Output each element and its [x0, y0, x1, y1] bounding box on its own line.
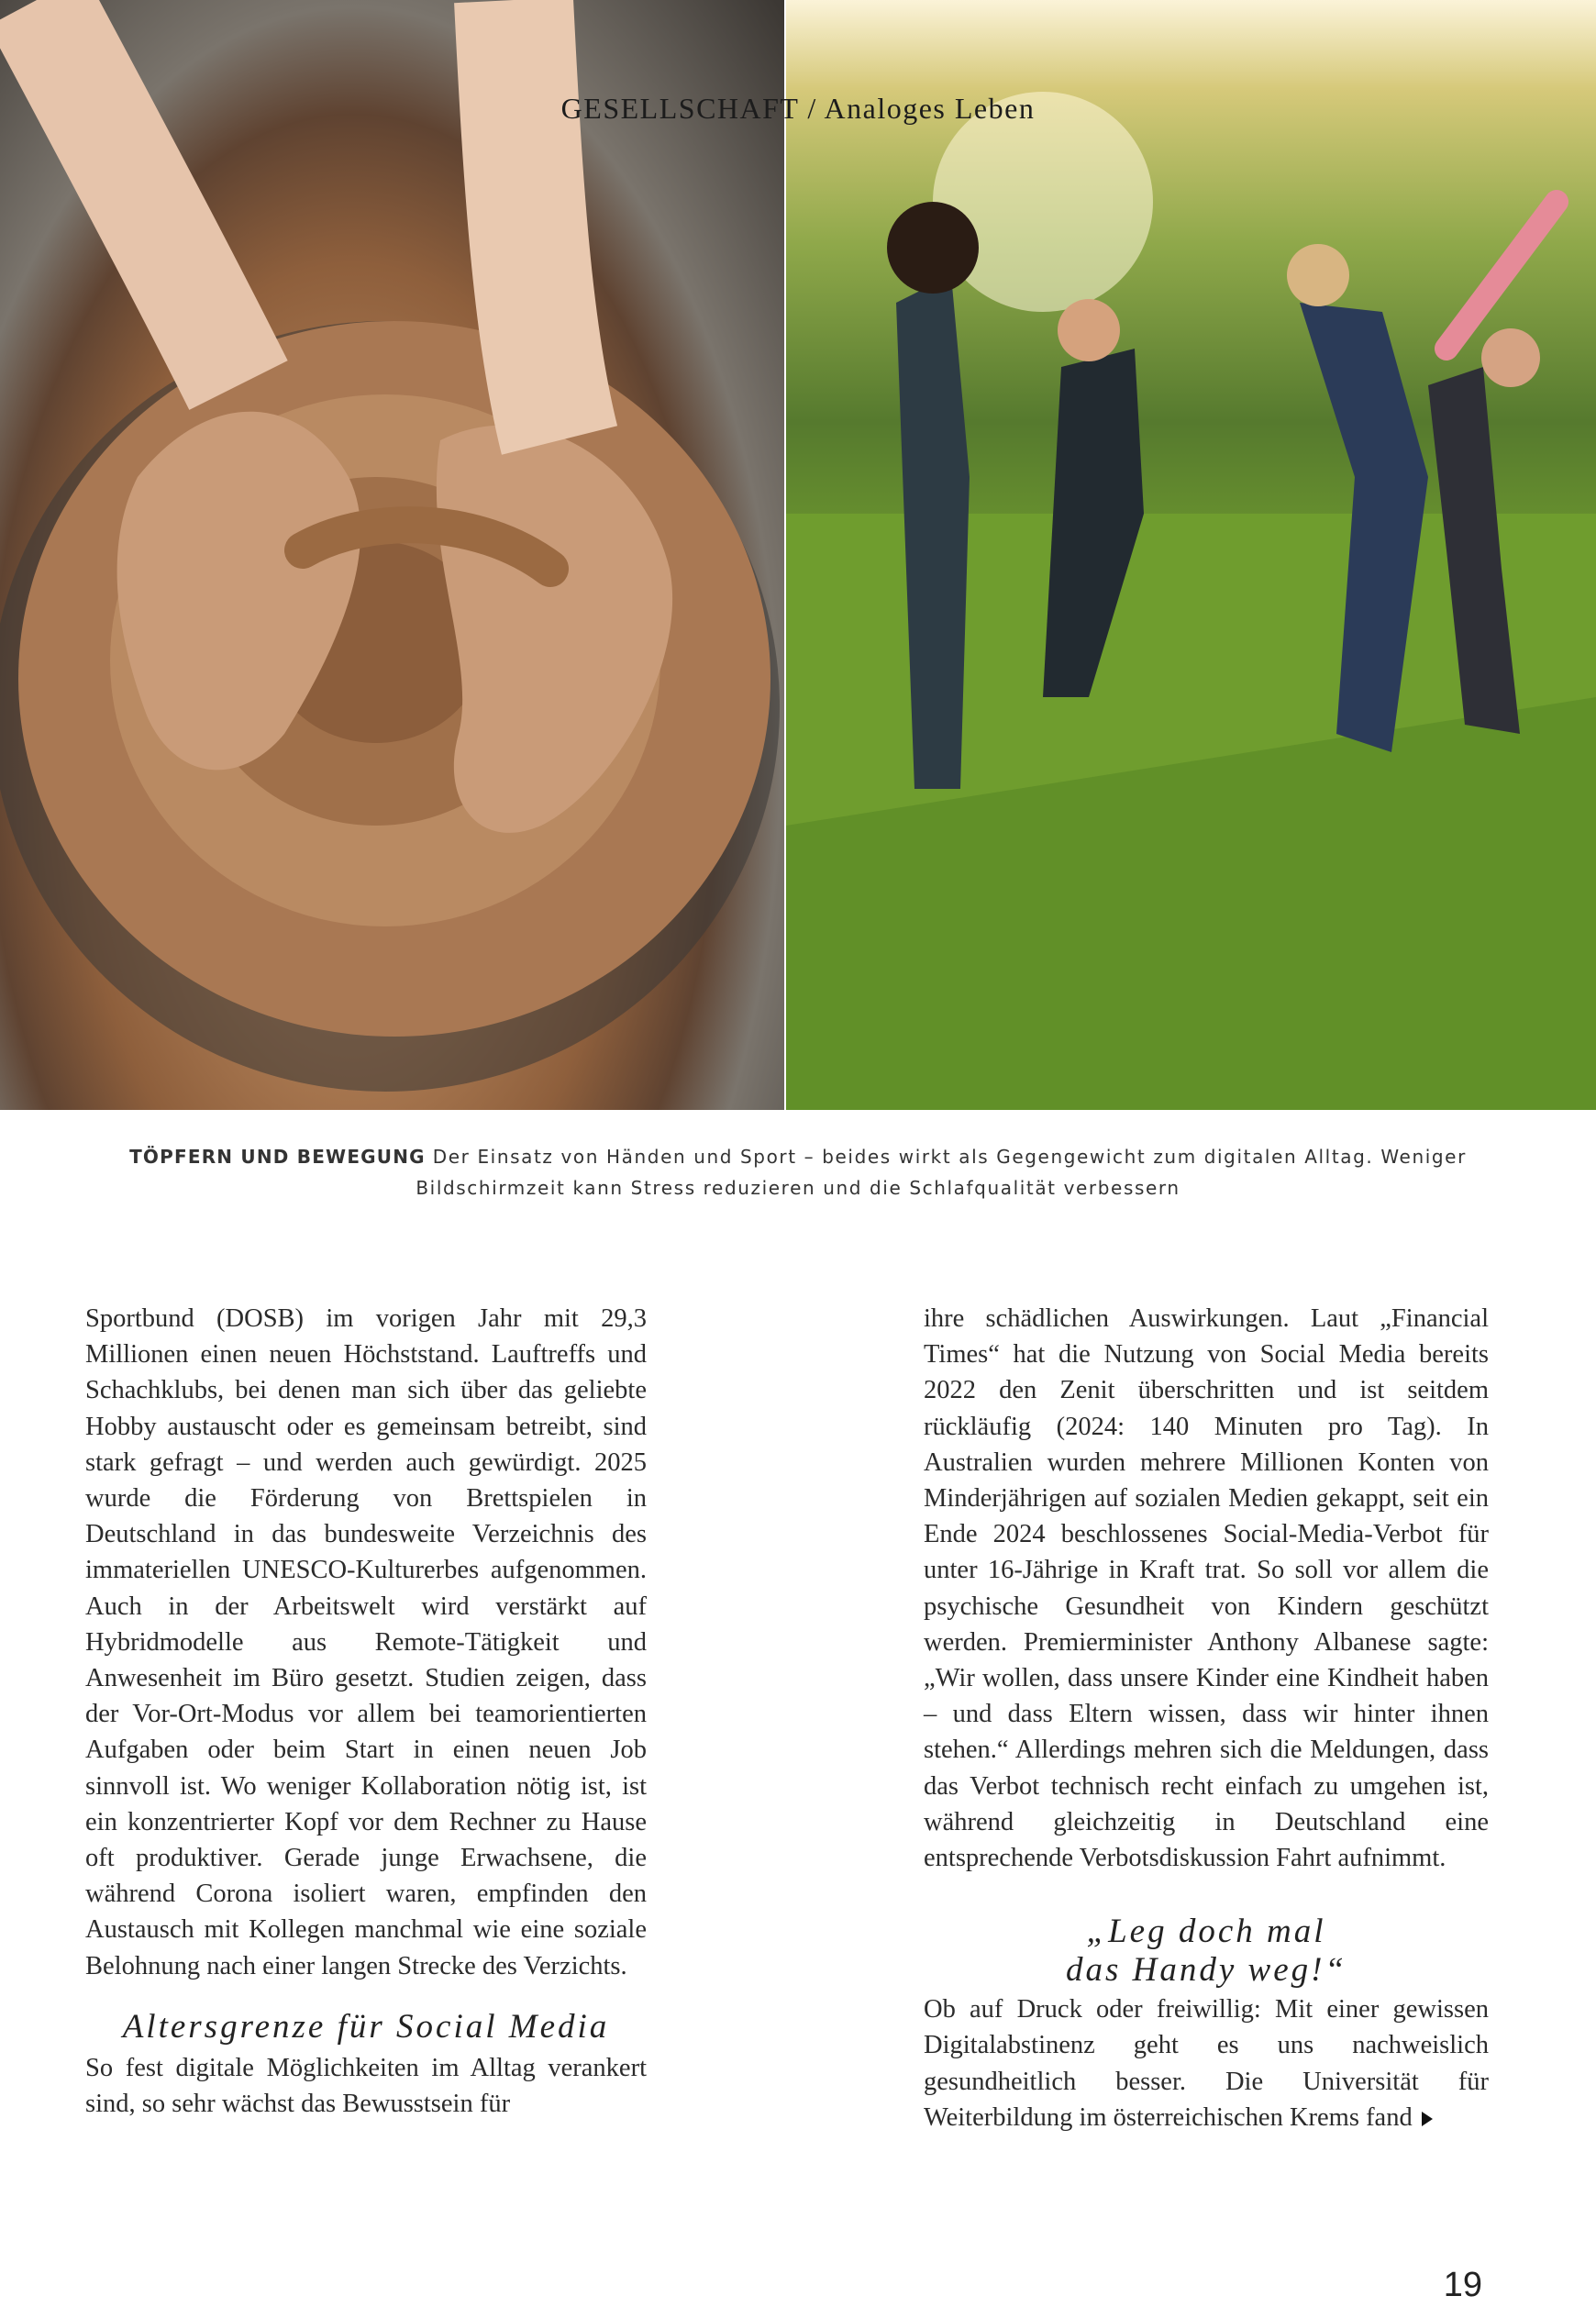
subheading: Altersgrenze für Social Media — [122, 2007, 610, 2046]
section-header: GESELLSCHAFT / Analoges Leben — [560, 92, 1036, 125]
caption-lead: TÖPFERN UND BEWEGUNG — [129, 1146, 426, 1168]
pottery-illustration — [0, 0, 784, 1110]
pull-quote — [924, 1913, 1489, 1990]
body-paragraph — [924, 1991, 1489, 2135]
image-caption — [119, 1141, 1477, 1203]
pull-quote-line: „Leg doch mal — [1086, 1913, 1326, 1951]
pottery-wheel-image — [0, 0, 784, 1110]
outdoor-stretching-image — [786, 0, 1596, 1110]
stretching-illustration — [786, 0, 1596, 1110]
continue-arrow-icon — [1422, 2112, 1433, 2126]
caption-text: Der Einsatz von Händen und Sport – beides wirkt als Gegengewicht zum digitalen Alltag. Weniger Bildschirmzeit kann Stress reduzieren und die Schlafqualität verbessern — [416, 1146, 1467, 1199]
pull-quote-line: das Handy weg!“ — [1065, 1951, 1347, 1990]
page-number: 19 — [1443, 2266, 1482, 2304]
body-text: Ob auf Druck oder freiwillig: Mit einer gewissen Digitalabstinenz geht es uns nachweislich gesundheitlich besser. Die Universität für Weiterbildung im österreichischen Krems fand — [924, 1995, 1489, 2132]
body-paragraph: ihre schädlichen Auswirkungen. Laut „Financial Times“ hat die Nutzung von Social Media bereits 2022 den Zenit überschritten und ist seitdem rückläufig (2024: 140 Minuten pro Tag). In Australien wurden mehrere Millionen Konten von Minderjährigen auf sozialen Medien gekappt, seit ein Ende 2024 beschlossenes Social-Media-Verbot für unter 16-Jährige in Kraft trat. So soll vor allem die psychische Gesundheit von Kindern geschützt werden. Premierminister Anthony Albanese sagte: „Wir wollen, dass unsere Kinder eine Kindheit haben – und dass Eltern wissen, dass wir hinter ihnen stehen.“ Allerdings mehren sich die Meldungen, dass das Verbot technisch recht einfach zu umgehen ist, während gleichzeitig in Deutschland eine entsprechende Verbotsdiskussion Fahrt aufnimmt. — [924, 1304, 1489, 1873]
left-text-column — [85, 1301, 647, 2122]
body-paragraph: So fest digitale Möglichkeiten im Alltag verankert sind, so sehr wächst das Bewusstsein für — [85, 2053, 647, 2119]
body-paragraph: Sportbund (DOSB) im vorigen Jahr mit 29,3 Millionen einen neuen Höchststand. Lauftreffs und Schachklubs, bei denen man sich über das geliebte Hobby austauscht oder es gemeinsam betreibt, sind stark gefragt – und werden auch gewürdigt. 2025 wurde die Förderung von Brettspielen in Deutschland in das bundesweite Verzeichnis des immateriellen UNESCO-Kulturerbes aufgenommen. Auch in der Arbeitswelt wird verstärkt auf Hybridmodelle aus Remote-Tätigkeit und Anwesenheit im Büro gesetzt. Studien zeigen, dass der Vor-Ort-Modus vor allem bei teamorientierten Aufgaben oder beim Start in einen neuen Job sinnvoll ist. Wo weniger Kollaboration nötig ist, ist ein konzentrierter Kopf vor dem Rechner zu Hause oft produktiver. Gerade junge Erwachsene, die während Corona isoliert waren, empfinden den Austausch mit Kollegen manchmal wie eine soziale Belohnung nach einer langen Strecke des Verzichts. — [85, 1304, 647, 1980]
right-text-column — [924, 1301, 1489, 2135]
